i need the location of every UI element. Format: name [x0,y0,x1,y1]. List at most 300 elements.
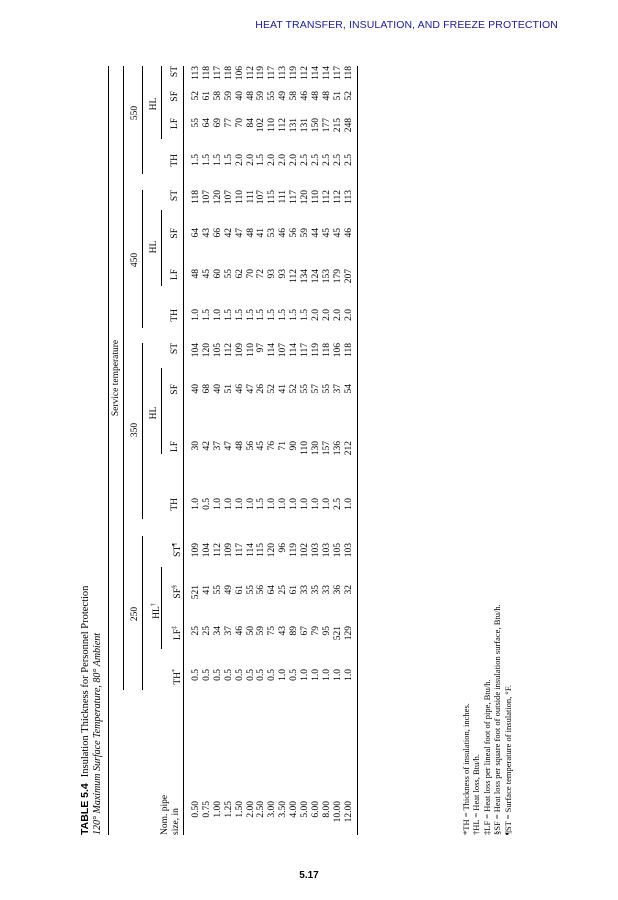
table-cell: 55 [223,269,234,279]
table-cell: 1.5 [245,309,256,321]
table-cell: 52 [289,384,300,394]
pipe-size-cell: 0.50 [191,801,201,818]
table-cell: 1.0 [300,669,311,681]
table-cell: 70 [245,269,256,279]
table-cell: 36 [332,585,343,595]
col-lf-450: LF [170,269,180,281]
table-cell: 113 [191,66,201,80]
table-cell: 114 [289,343,300,357]
table-cell: 58 [212,91,223,101]
table-cell: 2.5 [300,154,311,166]
table-cell: 47 [245,384,256,394]
table-cell: 119 [289,66,300,80]
table-cell: 48 [310,91,321,101]
table-label: TABLE 5.4 [79,783,91,835]
table-cell: 35 [310,585,321,595]
table-cell: 110 [245,343,256,357]
table-cell: 72 [256,269,267,279]
table-cell: 26 [256,384,267,394]
group-rule-550 [142,66,143,174]
table-cell: 107 [278,343,289,358]
hl-rule-550 [161,66,162,139]
table-cell: 34 [212,626,223,636]
table-cell: 2.5 [343,154,354,166]
table-cell: 117 [267,66,278,80]
hl-label: HL [152,606,162,619]
table-cell: 2.0 [234,154,245,166]
table-cell: 33 [300,585,311,595]
table-cell: 1.5 [256,309,267,321]
table-cell: 71 [278,441,289,451]
table-row [224,66,235,835]
table-cell: 60 [212,269,223,279]
lf-mark: ‡ [172,626,178,629]
table-cell: 48 [321,91,332,101]
table-cell: 111 [245,190,256,204]
table-cell: 64 [191,228,201,238]
table-cell: 1.0 [212,498,223,510]
table-cell: 1.0 [234,498,245,510]
table-cell: 0.5 [212,669,223,681]
table-cell: 117 [234,543,245,557]
col-th-450: TH [170,309,180,322]
table-cell: 61 [289,585,300,595]
table-cell: 521 [332,626,343,641]
group-header-350: 350 [130,422,140,438]
table-cell: 207 [343,269,354,284]
table-cell: 113 [278,66,289,80]
table-cell: 48 [234,441,245,451]
table-cell: 30 [191,441,201,451]
table-cell: 37 [332,384,343,394]
table-cell: 212 [343,441,354,456]
table-row [246,66,257,835]
nom-pipe-header [160,795,182,835]
table-cell: 153 [321,269,332,284]
table-cell: 134 [300,269,311,284]
table-cell: 59 [256,626,267,636]
table-cell: 79 [310,626,321,636]
table-row [311,66,322,835]
table-cell: 120 [212,190,223,205]
table-cell: 1.5 [256,154,267,166]
table-cell: 110 [300,441,311,455]
table-cell: 109 [223,543,234,558]
table-cell: 1.5 [201,154,212,166]
sf-mark: § [172,585,178,588]
table-cell: 0.5 [267,669,278,681]
header-bottom-rule [183,66,184,835]
table-cell: 42 [201,441,212,451]
table-cell: 107 [201,190,212,205]
table-cell: 2.0 [321,309,332,321]
table-cell: 93 [267,269,278,279]
table-row [235,66,246,835]
table-cell: 1.5 [212,154,223,166]
table-cell: 95 [321,626,332,636]
table-cell: 55 [191,118,201,128]
table-cell: 45 [256,441,267,451]
table-cell: 115 [256,543,267,557]
table-cell: 110 [267,118,278,132]
table-row [256,66,267,835]
table-row [289,66,300,835]
table-row [202,66,213,835]
table-cell: 25 [278,585,289,595]
col-lf-250 [170,626,184,640]
table-cell: 110 [310,190,321,204]
col-sf-550: SF [170,91,180,102]
table-cell: 109 [191,543,201,558]
hl-rule-250 [161,567,162,649]
table-cell: 102 [256,118,267,133]
table-cell: 110 [234,190,245,204]
table-cell: 120 [267,543,278,558]
table-cell: 1.0 [191,498,201,510]
table-cell: 97 [256,343,267,353]
col-st-350: ST [170,343,180,355]
table-cell: 117 [300,343,311,357]
st-mark: ¶ [172,543,178,546]
col-sf-250 [170,585,184,599]
table-cell: 117 [289,190,300,204]
col-sf-450: SF [170,228,180,239]
table-cell: 49 [278,91,289,101]
col-lf-550: LF [170,118,180,130]
table-cell: 37 [223,626,234,636]
table-cell: 51 [332,91,343,101]
table-cell: 521 [191,585,201,600]
table-cell: 0.5 [201,498,212,510]
table-cell: 0.5 [256,669,267,681]
table-cell: 48 [245,228,256,238]
pipe-size-cell: 1.25 [223,801,234,818]
table-cell: 107 [223,190,234,205]
table-cell: 114 [245,543,256,557]
pipe-size-cell: 2.00 [245,801,256,818]
table-cell: 64 [267,585,278,595]
table-cell: 150 [310,118,321,133]
pipe-size-cell: 4.00 [289,801,300,818]
group-header-450: 450 [130,252,140,268]
table-cell: 1.0 [321,669,332,681]
col-th-350: TH [170,498,180,511]
col-lf-350: LF [170,441,180,453]
table-row [267,66,278,835]
table-cell: 52 [191,91,201,101]
table-cell: 57 [310,384,321,394]
table-cell: 44 [310,228,321,238]
table-title: Insulation Thickness for Personnel Protection [80,585,91,778]
table-cell: 119 [289,543,300,557]
table-cell: 112 [223,343,234,357]
table-cell: 52 [267,384,278,394]
table-cell: 114 [267,343,278,357]
table-cell: 102 [300,543,311,558]
table-cell: 55 [267,91,278,101]
table-cell: 0.5 [223,669,234,681]
table-cell: 1.0 [212,309,223,321]
table-cell: 40 [212,384,223,394]
table-cell: 56 [256,585,267,595]
table-cell: 118 [321,343,332,357]
pipe-size-cell: 0.75 [201,801,212,818]
table-cell: 157 [321,441,332,456]
group-header-550: 550 [130,105,140,121]
table-cell: 0.5 [234,669,245,681]
table-row [344,66,355,835]
table-cell: 124 [310,269,321,284]
table-cell: 179 [332,269,343,284]
table-cell: 1.0 [300,498,311,510]
table-cell: 1.5 [223,309,234,321]
table-cell: 42 [223,228,234,238]
table-cell: 46 [343,228,354,238]
table-cell: 70 [234,118,245,128]
table-cell: 215 [332,118,343,133]
table-cell: 46 [234,384,245,394]
table-cell: 112 [332,190,343,204]
footnote-st: ¶ST = Surface temperature of insulation, °F. [502,684,513,835]
lf-label: LF [173,629,183,641]
table-cell: 129 [343,626,354,641]
table-cell: 59 [256,91,267,101]
table-cell: 114 [310,66,321,80]
table-cell: 1.0 [289,498,300,510]
table-cell: 77 [223,118,234,128]
table-cell: 130 [310,441,321,456]
table-cell: 1.0 [267,498,278,510]
footnote-th: *TH = Thickness of insulation, inches. [461,703,471,835]
table-cell: 93 [278,269,289,279]
table-cell: 117 [212,66,223,80]
data-table [191,66,355,835]
table-cell: 68 [201,384,212,394]
table-cell: 0.5 [201,669,212,681]
table-cell: 112 [321,190,332,204]
pipe-size-cell: 1.50 [234,801,245,818]
table-cell: 112 [212,543,223,557]
table-cell: 115 [267,190,278,204]
table-caption [79,586,92,835]
table-cell: 61 [234,585,245,595]
table-cell: 47 [223,441,234,451]
col-st-250 [170,543,184,557]
table-cell: 1.5 [191,154,201,166]
table-cell: 2.0 [289,154,300,166]
pipe-size-cell: 3.00 [267,801,278,818]
table-cell: 1.0 [191,309,201,321]
table-cell: 41 [201,585,212,595]
hl-rule-350 [161,368,162,454]
pipe-size-cell: 8.00 [321,801,332,818]
table-cell: 45 [321,228,332,238]
table-cell: 89 [289,626,300,636]
table-cell: 55 [245,585,256,595]
table-cell: 131 [300,118,311,133]
table-cell: 112 [289,269,300,283]
table-cell: 33 [321,585,332,595]
table-cell: 84 [245,118,256,128]
table-cell: 40 [191,384,201,394]
table-cell: 45 [201,269,212,279]
table-cell: 248 [343,118,354,133]
table-cell: 75 [267,626,278,636]
col-sf-350: SF [170,384,180,395]
nom-pipe-line1: Nom. pipe [160,794,170,835]
th-label: TH [173,672,183,685]
table-cell: 61 [201,91,212,101]
table-cell: 55 [300,384,311,394]
table-cell: 120 [300,190,311,205]
col-th-550: TH [170,154,180,167]
pipe-size-cell: 1.00 [212,801,223,818]
table-cell: 118 [191,190,201,204]
table-row [278,66,289,835]
table-cell: 120 [201,343,212,358]
pipe-size-cell: 2.50 [256,801,267,818]
table-cell: 119 [310,343,321,357]
pipe-size-cell: 3.50 [278,801,289,818]
table-cell: 48 [191,269,201,279]
table-cell: 55 [321,384,332,394]
table-cell: 111 [278,190,289,204]
pipe-size-cell: 6.00 [310,801,321,818]
table-row [322,66,333,835]
table-cell: 117 [332,66,343,80]
table-cell: 46 [278,228,289,238]
table-row [300,66,311,835]
pipe-size-cell: 5.00 [300,801,311,818]
table-cell: 112 [278,118,289,132]
table-cell: 0.5 [191,669,201,681]
st-label: ST [173,545,183,557]
table-cell: 112 [245,66,256,80]
running-head: HEAT TRANSFER, INSULATION, AND FREEZE PROTECTION [255,19,558,31]
table-cell: 55 [212,585,223,595]
table-cell: 103 [343,543,354,558]
table-cell: 2.0 [267,154,278,166]
table-cell: 1.0 [332,669,343,681]
hl-header-350: HL [149,406,159,420]
table-cell: 105 [332,543,343,558]
table-cell: 76 [267,441,278,451]
table-cell: 48 [245,91,256,101]
table-cell: 1.0 [278,498,289,510]
table-cell: 1.5 [267,309,278,321]
table-cell: 118 [343,66,354,80]
sf-label: SF [173,588,183,599]
service-temperature-header: Service temperature [111,339,121,417]
table-cell: 1.5 [201,309,212,321]
table-cell: 1.0 [310,669,321,681]
table-cell: 2.5 [332,498,343,510]
group-rule-250 [142,536,143,690]
footnote-sf: §SF = Heat loss per square foot of outside insulation surface, Btu/h. [492,604,503,835]
table-cell: 1.0 [245,498,256,510]
table-row [191,66,202,835]
table-cell: 37 [212,441,223,451]
table-cell: 47 [234,228,245,238]
table-cell: 67 [300,626,311,636]
table-cell: 107 [256,190,267,205]
table-cell: 69 [212,118,223,128]
page-number: 5.17 [299,870,319,881]
hl-rule-450 [161,210,162,286]
table-cell: 53 [267,228,278,238]
table-cell: 113 [343,190,354,204]
nom-pipe-line2: size, in [171,808,181,835]
table-cell: 1.0 [278,669,289,681]
table-cell: 105 [212,343,223,358]
table-cell: 45 [332,228,343,238]
table-cell: 112 [300,66,311,80]
table-cell: 1.5 [300,309,311,321]
table-cell: 49 [223,585,234,595]
footnote-hl: †HL = Heat loss, Btu/h. [471,754,482,835]
group-rule-450 [142,190,143,328]
group-header-250: 250 [130,606,140,622]
table-cell: 43 [278,626,289,636]
table-cell: 177 [321,118,332,133]
col-st-550: ST [170,66,180,78]
table-cell: 66 [212,228,223,238]
table-cell: 103 [310,543,321,558]
table-cell: 2.0 [310,309,321,321]
table-cell: 56 [289,228,300,238]
pipe-size-cell: 10.00 [332,801,343,823]
table-bottom-rule [357,66,358,835]
table-cell: 59 [300,228,311,238]
table-cell: 96 [278,543,289,553]
table-cell: 25 [201,626,212,636]
table-cell: 56 [245,441,256,451]
table-subtitle: 120° Maximum Surface Temperature, 80° Ambient [92,632,103,835]
table-cell: 118 [223,66,234,80]
table-cell: 32 [343,585,354,595]
hl-header-450: HL [149,240,159,254]
table-cell: 131 [289,118,300,133]
table-cell: 2.0 [245,154,256,166]
table-cell: 62 [234,269,245,279]
footnote-lf: ‡LF = Heat loss per lineal foot of pipe, Btu/h. [481,679,492,835]
table-cell: 40 [234,91,245,101]
table-cell: 1.0 [343,498,354,510]
table-cell: 2.0 [343,309,354,321]
table-cell: 109 [234,343,245,358]
hl-header-550: HL [149,97,159,111]
table-cell: 41 [256,228,267,238]
table-cell: 1.0 [223,498,234,510]
table-cell: 1.5 [234,309,245,321]
group-rule-350 [142,343,143,519]
footnotes [461,604,513,835]
col-th-250 [170,669,184,685]
table-cell: 46 [300,91,311,101]
table-block [79,65,599,835]
table-cell: 2.5 [321,154,332,166]
table-cell: 2.5 [332,154,343,166]
table-row [213,66,224,835]
table-cell: 58 [289,91,300,101]
table-cell: 136 [332,441,343,456]
table-cell: 119 [256,66,267,80]
table-cell: 64 [201,118,212,128]
table-cell: 43 [201,228,212,238]
table-cell: 41 [278,384,289,394]
table-cell: 59 [223,91,234,101]
service-temperature-rule [123,66,124,690]
